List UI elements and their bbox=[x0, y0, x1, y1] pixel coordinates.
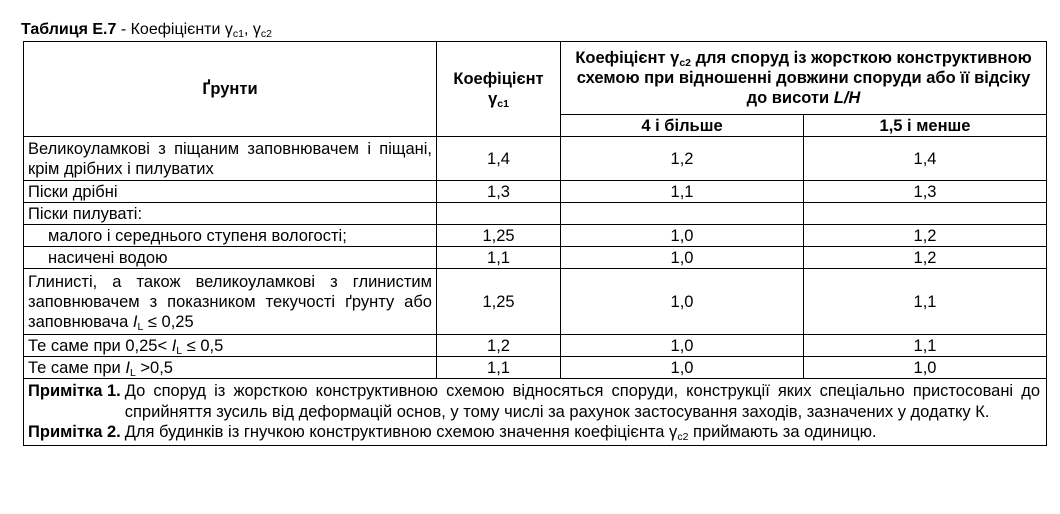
gc2a-cell: 1,2 bbox=[561, 137, 804, 181]
soil-text-pre: Те саме при 0,25< bbox=[28, 336, 172, 355]
notes-row bbox=[24, 379, 1047, 446]
header-gamma-c2 bbox=[561, 42, 1047, 115]
header-gamma-c1-word: Коефіцієнт bbox=[453, 70, 544, 88]
header-soil: Ґрунти bbox=[24, 42, 437, 137]
note-2-text-post: приймають за одиницю. bbox=[688, 423, 877, 441]
gc2a-cell: 1,0 bbox=[561, 225, 804, 247]
soil-var: I bbox=[171, 336, 177, 355]
note-2-text bbox=[125, 422, 1040, 443]
caption-sub-c1: c1 bbox=[232, 28, 244, 40]
header-gamma-c1 bbox=[437, 42, 561, 137]
gc2b-cell: 1,2 bbox=[804, 225, 1047, 247]
subheader-1-5-and-less: 1,5 і менше bbox=[804, 115, 1047, 137]
header-gamma-c1-symbol bbox=[441, 89, 556, 109]
soil-cell: Великоуламкові з піщаним заповнювачем і піщані, крім дрібних і пилуватих bbox=[24, 137, 437, 181]
subheader-4-and-more: 4 і більше bbox=[561, 115, 804, 137]
soil-var-sub: L bbox=[129, 366, 136, 379]
table-row bbox=[24, 247, 1047, 269]
header-gamma-c2-sub: c2 bbox=[679, 57, 691, 69]
header-lh-var: L/H bbox=[833, 89, 861, 107]
note-2-label: Примітка 2. bbox=[28, 423, 121, 441]
gc2b-cell: 1,0 bbox=[804, 357, 1047, 379]
soil-var: I bbox=[132, 312, 138, 331]
soil-text-pre: Глинисті, а також великоуламкові з глинистим заповнювачем з показником текучості ґрунту або заповнювача bbox=[28, 272, 432, 331]
gc2a-cell bbox=[561, 203, 804, 225]
caption-sub-c2: c2 bbox=[260, 28, 272, 40]
soil-cell bbox=[24, 357, 437, 379]
gc1-cell: 1,1 bbox=[437, 357, 561, 379]
gc1-cell: 1,25 bbox=[437, 225, 561, 247]
caption-label: Таблиця Е.7 bbox=[21, 21, 117, 38]
caption-sep: , γ bbox=[243, 21, 261, 38]
coefficients-table bbox=[23, 41, 1047, 446]
gc1-cell bbox=[437, 203, 561, 225]
gc2b-cell: 1,4 bbox=[804, 137, 1047, 181]
note-2-text-pre: Для будинків із гнучкою конструктивною схемою значення коефіцієнта γ bbox=[124, 423, 678, 441]
soil-text-post: >0,5 bbox=[135, 358, 173, 377]
table-row bbox=[24, 181, 1047, 203]
gc2a-cell: 1,0 bbox=[561, 335, 804, 357]
soil-var-sub: L bbox=[137, 320, 144, 333]
note-1-label: Примітка 1. bbox=[28, 382, 121, 400]
soil-text-post: ≤ 0,25 bbox=[143, 312, 194, 331]
table-row bbox=[24, 225, 1047, 247]
note-1 bbox=[28, 381, 1040, 422]
soil-cell: насичені водою bbox=[24, 247, 437, 269]
soil-text-pre: Те саме при bbox=[28, 358, 126, 377]
note-1-text: До споруд із жорсткою конструктивною схемою відносяться споруди, конструкції яких спеціально пристосовані до сприйняття зусиль від деформацій основ, у тому числі за рахунок застосування заходів, зазначених у додатку К. bbox=[124, 382, 1040, 421]
gc1-cell: 1,4 bbox=[437, 137, 561, 181]
gc2a-cell: 1,0 bbox=[561, 357, 804, 379]
table-row bbox=[24, 269, 1047, 335]
soil-cell: малого і середнього ступеня вологості; bbox=[24, 225, 437, 247]
soil-cell bbox=[24, 269, 437, 335]
gc1-cell: 1,2 bbox=[437, 335, 561, 357]
gc1-cell: 1,25 bbox=[437, 269, 561, 335]
table-row bbox=[24, 335, 1047, 357]
note-2 bbox=[28, 422, 1040, 443]
gc2b-cell: 1,3 bbox=[804, 181, 1047, 203]
soil-cell: Піски пилуваті: bbox=[24, 203, 437, 225]
soil-text-post: ≤ 0,5 bbox=[182, 336, 224, 355]
gc1-cell: 1,3 bbox=[437, 181, 561, 203]
header-gamma-c2-post: для споруд із жорсткою конструктивною схемою при відношенні довжини споруди або її відсіку до висоти bbox=[576, 49, 1032, 107]
notes-cell bbox=[24, 379, 1047, 446]
gamma-c1-sub: c1 bbox=[497, 98, 509, 110]
table-row bbox=[24, 137, 1047, 181]
gc2b-cell: 1,2 bbox=[804, 247, 1047, 269]
soil-var-sub: L bbox=[176, 344, 183, 357]
table-row bbox=[24, 203, 1047, 225]
gc2a-cell: 1,1 bbox=[561, 181, 804, 203]
gc2b-cell: 1,1 bbox=[804, 335, 1047, 357]
soil-cell bbox=[24, 335, 437, 357]
table-caption bbox=[21, 20, 272, 40]
table-row bbox=[24, 357, 1047, 379]
gamma-c1-letter: γ bbox=[488, 90, 498, 108]
header-gamma-c2-pre: Коефіцієнт γ bbox=[575, 49, 680, 67]
caption-text: - Коефіцієнти γ bbox=[116, 21, 233, 38]
soil-cell: Піски дрібні bbox=[24, 181, 437, 203]
gc2b-cell bbox=[804, 203, 1047, 225]
soil-var: I bbox=[125, 358, 130, 377]
header-row bbox=[24, 42, 1047, 115]
gc1-cell: 1,1 bbox=[437, 247, 561, 269]
gc2b-cell: 1,1 bbox=[804, 269, 1047, 335]
note-2-text-sub: c2 bbox=[677, 431, 689, 443]
gc2a-cell: 1,0 bbox=[561, 247, 804, 269]
gc2a-cell: 1,0 bbox=[561, 269, 804, 335]
